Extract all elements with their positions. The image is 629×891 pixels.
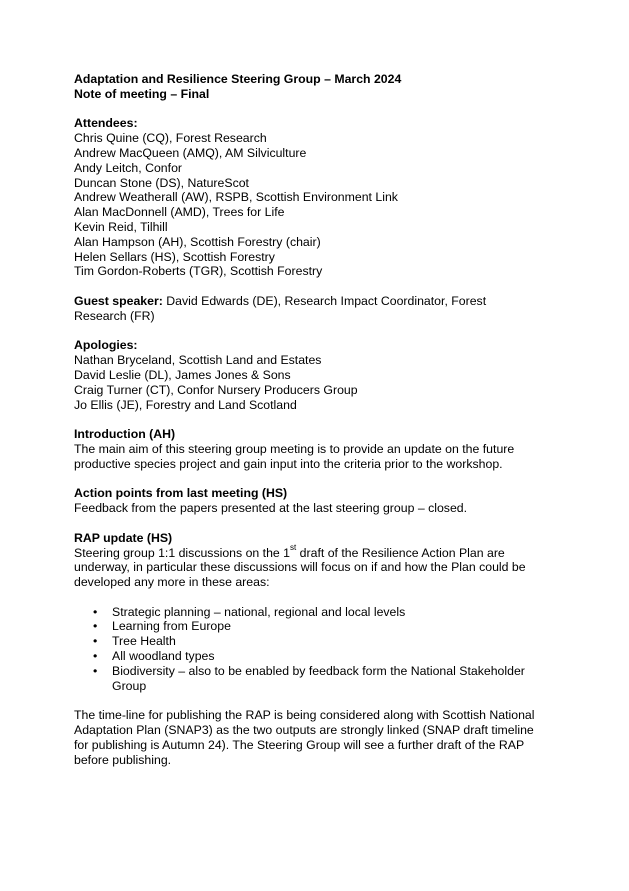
list-item-text-continued: Group [112, 678, 147, 693]
attendee-item: Tim Gordon-Roberts (TGR), Scottish Forestry [74, 264, 323, 279]
introduction-text: productive species project and gain input into the criteria prior to the workshop. [74, 456, 503, 471]
rap-closing-text: Adaptation Plan (SNAP3) as the two outputs are strongly linked (SNAP draft timeline [74, 723, 534, 738]
rap-update-heading: RAP update (HS) [74, 530, 173, 545]
introduction-text: The main aim of this steering group meeting is to provide an update on the future [74, 441, 515, 456]
rap-update-intro [74, 543, 544, 561]
rap-closing-text: before publishing. [74, 752, 172, 767]
attendee-item: Andy Leitch, Confor [74, 160, 183, 175]
apology-item: Craig Turner (CT), Confor Nursery Producers Group [74, 382, 358, 397]
guest-speaker-label: Guest speaker: [74, 293, 163, 308]
bullet-icon: • [93, 634, 98, 649]
rap-closing-text: The time-line for publishing the RAP is being considered along with Scottish National [74, 708, 535, 723]
attendee-item: Duncan Stone (DS), NatureScot [74, 175, 249, 190]
rap-intro-text: Steering group 1:1 discussions on the 1 [74, 545, 291, 560]
list-item [74, 664, 544, 694]
rap-closing-text: for publishing is Autumn 24). The Steering Group will see a further draft of the RAP [74, 737, 525, 752]
document-page [74, 72, 544, 767]
attendee-item: Helen Sellars (HS), Scottish Forestry [74, 249, 275, 264]
apologies-list [74, 353, 544, 412]
list-item-text: Tree Health [112, 634, 176, 649]
list-item [74, 605, 544, 620]
action-points-text: Feedback from the papers presented at the last steering group – closed. [74, 501, 468, 516]
rap-update-intro: developed any more in these areas: [74, 575, 270, 590]
action-points-heading: Action points from last meeting (HS) [74, 486, 288, 501]
bullet-icon: • [93, 604, 98, 619]
list-item-text: All woodland types [112, 649, 215, 664]
list-item [74, 649, 544, 664]
attendee-item: Kevin Reid, Tilhill [74, 219, 168, 234]
apology-item: Jo Ellis (JE), Forestry and Land Scotland [74, 397, 297, 412]
attendee-item: Andrew Weatherall (AW), RSPB, Scottish Environment Link [74, 190, 398, 205]
list-item [74, 634, 544, 649]
introduction-heading: Introduction (AH) [74, 427, 176, 442]
apologies-heading: Apologies: [74, 338, 138, 353]
bullet-icon: • [93, 663, 98, 678]
rap-update-intro: underway, in particular these discussions will focus on if and how the Plan could be [74, 560, 526, 575]
document-subtitle: Note of meeting – Final [74, 86, 210, 101]
rap-intro-text: draft of the Resilience Action Plan are [296, 545, 505, 560]
list-item [74, 619, 544, 634]
guest-speaker-name: David Edwards (DE), Research Impact Coordinator, Forest [166, 293, 487, 308]
ordinal-suffix: st [290, 543, 297, 553]
guest-speaker-continued: Research (FR) [74, 308, 155, 323]
attendee-item: Alan MacDonnell (AMD), Trees for Life [74, 205, 285, 220]
document-title: Adaptation and Resilience Steering Group – March 2024 [74, 72, 402, 86]
attendees-list [74, 131, 544, 279]
attendees-heading: Attendees: [74, 116, 138, 131]
bullet-icon: • [93, 649, 98, 664]
list-item-text: Learning from Europe [112, 619, 231, 634]
list-item-text: Strategic planning – national, regional and local levels [112, 604, 406, 619]
apology-item: David Leslie (DL), James Jones & Sons [74, 367, 291, 382]
apology-item: Nathan Bryceland, Scottish Land and Estates [74, 353, 322, 368]
bullet-icon: • [93, 619, 98, 634]
rap-areas-list [74, 605, 544, 694]
attendee-item: Andrew MacQueen (AMQ), AM Silviculture [74, 145, 307, 160]
attendee-item: Chris Quine (CQ), Forest Research [74, 131, 267, 146]
list-item-text: Biodiversity – also to be enabled by feedback form the National Stakeholder [112, 663, 525, 678]
attendee-item: Alan Hampson (AH), Scottish Forestry (chair) [74, 234, 321, 249]
guest-speaker [74, 294, 544, 309]
